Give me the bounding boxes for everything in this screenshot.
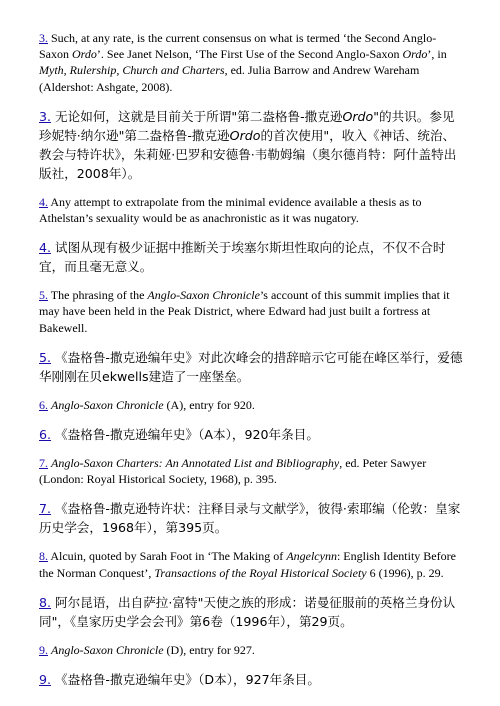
footnote-text: , ed. Julia Barrow and Andrew Wareham (Aldershot: Ashgate, 2008).: [39, 63, 420, 94]
footnote-number-link[interactable]: 8.: [39, 549, 48, 564]
italic-title-text: Ordo: [402, 47, 428, 62]
footnote-number-link[interactable]: 5.: [39, 349, 52, 365]
italic-title-text: Myth, Rulership, Church and Charters: [39, 63, 225, 78]
footnote-en-9: [39, 642, 464, 658]
footnote-text: , ed. Peter Sawyer (London: Royal Historical Society, 1968), p. 395.: [39, 456, 427, 487]
footnote-number-link[interactable]: 9.: [39, 642, 48, 657]
italic-title-text: Angelcynn: [286, 549, 337, 564]
footnote-number-link[interactable]: 8.: [39, 594, 52, 610]
footnote-text: (D), entry for 927.: [163, 642, 255, 657]
footnote-text: Such, at any rate, is the current consensus on what is termed ‘the Second Anglo-Saxon: [39, 31, 437, 62]
footnote-en-6: [39, 397, 464, 413]
footnote-number-link[interactable]: 7.: [39, 501, 52, 517]
footnote-text: 《盎格鲁-撒克逊编年史》（A本），920年条目。: [51, 427, 319, 443]
footnote-zh-9: [39, 670, 464, 689]
footnote-number-link[interactable]: 9.: [39, 672, 52, 688]
footnote-en-5: [39, 287, 464, 336]
footnote-zh-3: [39, 107, 464, 183]
footnote-number-link[interactable]: 4.: [39, 194, 48, 209]
footnote-text: Alcuin, quoted by Sarah Foot in ‘The Making of: [48, 549, 287, 564]
italic-title-text: Ordo: [229, 127, 261, 143]
footnote-text: "的共识。参见珍妮特·纳尔逊"第二盎格鲁-撒克逊: [39, 108, 455, 143]
footnote-zh-7: [39, 499, 464, 537]
footnote-number-link[interactable]: 5.: [39, 288, 48, 303]
footnote-number-link[interactable]: 3.: [39, 31, 48, 45]
footnote-text: ’s account of this summit implies that it may have been held in the Peak District, where Edward had just built a fortress at Bakewell.: [39, 288, 450, 335]
footnote-text: 的首次使用"，收入《神话、统治、教会与特许状》，朱莉娅·巴罗和安德鲁·韦勒姆编（奥尔德肖特：阿什盖特出版社，2008年）。: [39, 127, 457, 181]
footnote-text: 《盎格鲁-撒克逊特许状：注释目录与文献学》，彼得·索耶编（伦敦：皇家历史学会，1968年），第395页。: [39, 501, 461, 536]
footnote-text: 阿尔昆语，出自萨拉·富特"天使之族的形成：诺曼征服前的英格兰身份认同"，《皇家历史学会会刊》第6卷（1996年），第29页。: [39, 594, 456, 629]
footnote-zh-8: [39, 593, 464, 631]
footnote-text: The phrasing of the: [48, 288, 148, 303]
footnote-zh-5: [39, 348, 464, 386]
footnote-number-link[interactable]: 6.: [39, 427, 52, 443]
italic-title-text: Anglo-Saxon Chronicle: [51, 397, 164, 412]
footnote-en-3: [39, 30, 464, 95]
footnote-en-4: [39, 194, 464, 226]
footnote-number-link[interactable]: 6.: [39, 397, 48, 412]
italic-title-text: Anglo-Saxon Chronicle: [51, 642, 164, 657]
italic-title-text: Anglo-Saxon Charters: An Annotated List and Bibliography: [51, 456, 340, 471]
footnote-en-7: [39, 455, 464, 487]
footnote-text: 《盎格鲁-撒克逊编年史》对此次峰会的措辞暗示它可能在峰区举行，爱德华刚刚在贝ekwells建造了一座堡垒。: [39, 349, 463, 384]
footnote-list: [39, 30, 464, 689]
italic-title-text: Transactions of the Royal Historical Society: [154, 565, 367, 580]
footnote-text: (A), entry for 920.: [163, 397, 255, 412]
footnote-number-link[interactable]: 7.: [39, 456, 48, 471]
italic-title-text: Anglo-Saxon Chronicle: [147, 288, 260, 303]
footnote-zh-6: [39, 425, 464, 444]
footnote-text: 无论如何，这就是目前关于所谓"第二盎格鲁-撒克逊: [51, 108, 343, 124]
footnote-number-link[interactable]: 3.: [39, 108, 52, 124]
footnote-text: : English Identity Before the Norman Conquest’,: [39, 549, 456, 580]
footnote-zh-4: [39, 238, 464, 276]
italic-title-text: Ordo: [72, 47, 97, 62]
footnote-en-8: [39, 548, 464, 580]
footnote-text: Any attempt to extrapolate from the minimal evidence available a thesis as to Athelstan’s sexuality would be as anachronistic as it was nugatory.: [39, 194, 422, 226]
footnote-text: ’, in: [427, 47, 447, 62]
footnote-text: 《盎格鲁-撒克逊编年史》（D本），927年条目。: [51, 672, 320, 688]
footnote-text: ’. See Janet Nelson, ‘The First Use of the Second Anglo-Saxon: [96, 47, 403, 62]
footnote-text: 6 (1996), p. 29.: [366, 565, 444, 580]
italic-title-text: Ordo: [342, 108, 374, 124]
footnote-number-link[interactable]: 4.: [39, 240, 52, 256]
footnote-text: 试图从现有极少证据中推断关于埃塞尔斯坦性取向的论点，不仅不合时宜，而且毫无意义。: [39, 240, 446, 275]
